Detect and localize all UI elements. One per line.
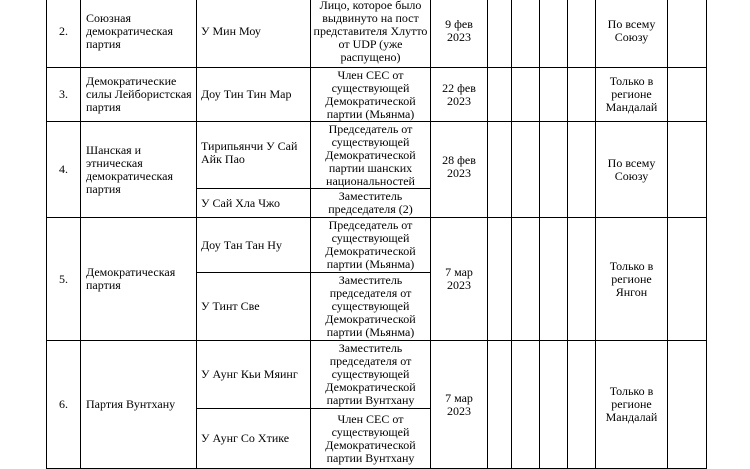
table-row xyxy=(47,341,707,409)
date-cell: 28 фев 2023 xyxy=(431,122,488,218)
party-name: Демократическая партия xyxy=(81,218,197,341)
position-text: Заместитель председателя от существующей Демократической партии Вунтхану xyxy=(311,341,431,409)
date-cell: 7 мар 2023 xyxy=(431,341,488,469)
empty-cell xyxy=(512,341,540,469)
empty-cell xyxy=(512,122,540,218)
empty-cell xyxy=(668,341,707,469)
empty-cell xyxy=(568,0,596,68)
empty-cell xyxy=(568,68,596,122)
party-name: Партия Вунтхану xyxy=(81,341,197,469)
date-cell: 22 фев 2023 xyxy=(431,68,488,122)
position-text: Лицо, которое было выдвинуто на пост представителя Хлутто от UDP (уже распущено) xyxy=(311,0,431,68)
person-name: У Аунг Кьи Мяинг xyxy=(197,341,311,409)
person-name: Доу Тан Тан Ну xyxy=(197,218,311,273)
person-name: У Тинт Све xyxy=(197,273,311,341)
empty-cell xyxy=(488,0,512,68)
table-row xyxy=(47,68,707,122)
person-name: У Мин Моу xyxy=(197,0,311,68)
person-name: Доу Тин Тин Мар xyxy=(197,68,311,122)
empty-cell xyxy=(568,122,596,218)
empty-cell xyxy=(488,122,512,218)
empty-cell xyxy=(512,218,540,341)
table-row xyxy=(47,122,707,189)
position-text: Председатель от существующей Демократической партии шанских национальностей xyxy=(311,122,431,189)
scope-cell: Только в регионе Янгон xyxy=(596,218,668,341)
row-number: 5. xyxy=(47,218,81,341)
date-cell: 9 фев 2023 xyxy=(431,0,488,68)
scope-cell: Только в регионе Мандалай xyxy=(596,341,668,469)
party-name: Союзная демократическая партия xyxy=(81,0,197,68)
empty-cell xyxy=(488,341,512,469)
person-name: У Аунг Со Хтике xyxy=(197,409,311,469)
empty-cell xyxy=(668,122,707,218)
party-name: Шанская и этническая демократическая партия xyxy=(81,122,197,218)
scope-cell: По всему Союзу xyxy=(596,0,668,68)
row-number: 6. xyxy=(47,341,81,469)
empty-cell xyxy=(668,218,707,341)
position-text: Член СЕС от существующей Демократической партии (Мьянма) xyxy=(311,68,431,122)
table-row xyxy=(47,0,707,68)
empty-cell xyxy=(540,68,568,122)
row-number: 3. xyxy=(47,68,81,122)
scope-cell: По всему Союзу xyxy=(596,122,668,218)
person-name: Тирипьянчи У Сай Айк Пао xyxy=(197,122,311,189)
empty-cell xyxy=(512,68,540,122)
empty-cell xyxy=(540,218,568,341)
empty-cell xyxy=(488,218,512,341)
empty-cell xyxy=(540,341,568,469)
party-registration-table xyxy=(46,0,707,469)
position-text: Заместитель председателя (2) xyxy=(311,189,431,218)
scope-cell: Только в регионе Мандалай xyxy=(596,68,668,122)
empty-cell xyxy=(668,68,707,122)
empty-cell xyxy=(512,0,540,68)
empty-cell xyxy=(488,68,512,122)
empty-cell xyxy=(668,0,707,68)
position-text: Председатель от существующей Демократической партии (Мьянма) xyxy=(311,218,431,273)
empty-cell xyxy=(568,218,596,341)
empty-cell xyxy=(540,122,568,218)
empty-cell xyxy=(540,0,568,68)
row-number: 4. xyxy=(47,122,81,218)
position-text: Заместитель председателя от существующей Демократической партии (Мьянма) xyxy=(311,273,431,341)
date-cell: 7 мар 2023 xyxy=(431,218,488,341)
person-name: У Сай Хла Чжо xyxy=(197,189,311,218)
party-name: Демократические силы Лейбористская партия xyxy=(81,68,197,122)
table-row xyxy=(47,218,707,273)
empty-cell xyxy=(568,341,596,469)
position-text: Член СЕС от существующей Демократической партии Вунтхану xyxy=(311,409,431,469)
row-number: 2. xyxy=(47,0,81,68)
